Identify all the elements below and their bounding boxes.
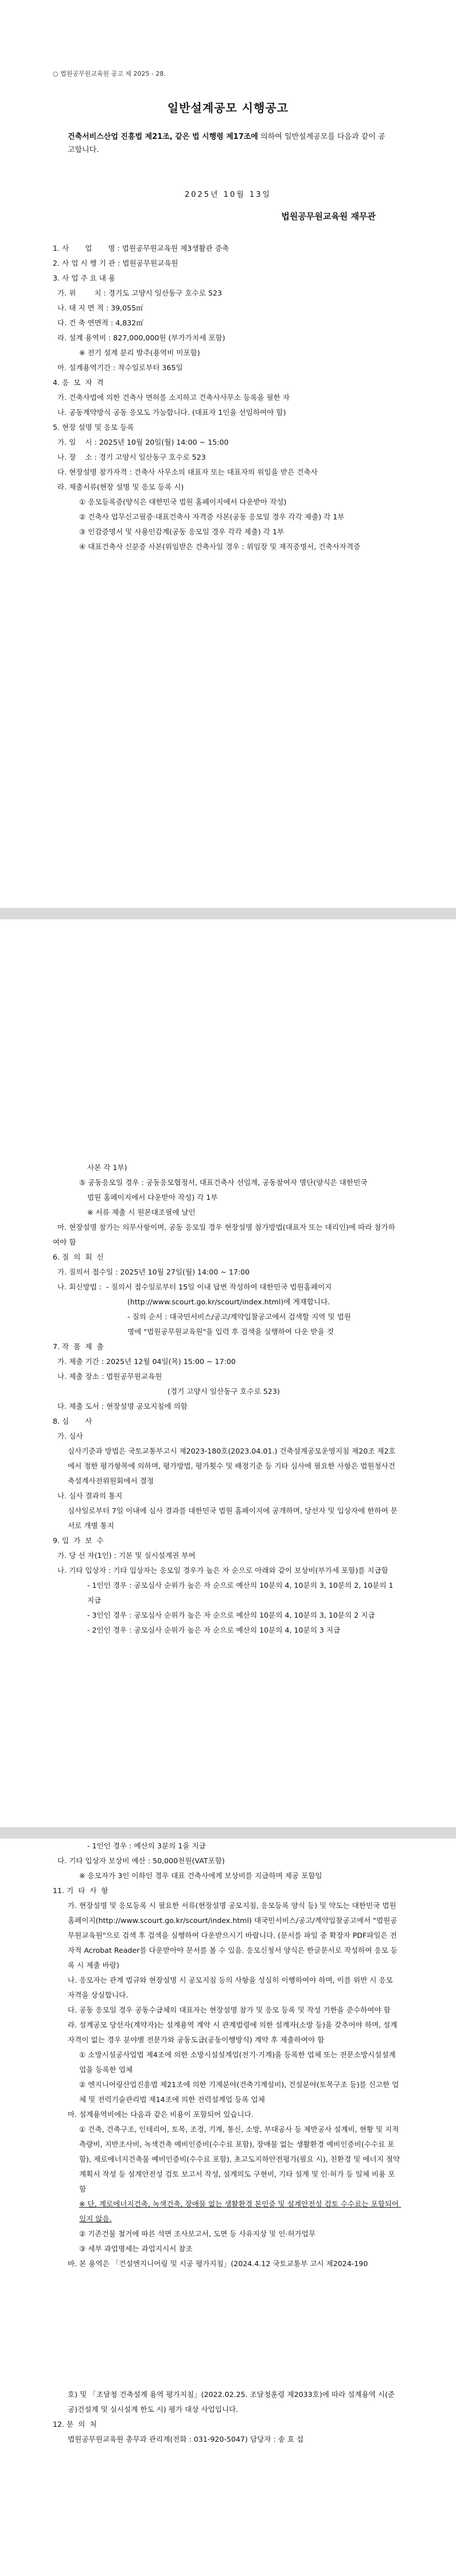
document-line: 마. 설계용역비에는 다음과 같은 비용이 포함되어 있습니다. [68, 2110, 254, 2119]
document-line: ※ 단, 계로에너지건축, 녹색건축, 장애물 없는 생활환경 본인증 및 설계안전성 검토 수수료는 포함되어 있지 않음. [79, 2200, 402, 2223]
document-line: (http://www.scourt.go.kr/scourt/index.html)에 게재합니다. [127, 1297, 330, 1306]
page-3-body [53, 1839, 402, 2271]
document-line: 가. 현장설명 및 응모등록 시 필요한 서류(현장설명 공모지침, 응모등록 양식 등) 및 약도는 대한민국 법원 홈페이지(http://www.scourt.go.kr/scourt/index.html) 대국민서비스/공고/계약입찰공고에서 "법원공무원교육원"으로 검색 후 검색을 실행하여 다운받으시기 바랍니다. (문서를 파일 중 확장자 PDF파일은 전자적 Acrobat Reader를 다운받아야 문서를 볼 수 있음. 응모신청서 양식은 한글문서로 작성하여 응모 등록 시 제출 바람) [68, 1901, 399, 1969]
document-line: - 질의 순서 : 대국민서비스/공고/계약입찰공고에서 검색할 지역 및 법원 [127, 1312, 351, 1321]
document-line: - 3인인 경우 : 공모심사 순위가 높은 자 순으로 예산의 10분의 4, 10분의 3, 10분의 2 지급 [87, 1611, 375, 1619]
page-1-body [53, 331, 402, 554]
document-line: 명에 "법원공무원교육원"을 입력 후 검색을 실행하여 다운 받을 것 [127, 1327, 334, 1336]
intro-paragraph [68, 130, 388, 157]
page-1 [0, 0, 456, 908]
document-line: 9. 입 가 보 수 [53, 1536, 104, 1545]
document-line: ① 응모등록증(양식은 대한민국 법원 홈페이지에서 다운받아 작성) [79, 498, 287, 506]
line: 3. 사 업 주 요 내 용 [53, 274, 116, 282]
document-line: ⑤ 공동응모일 경우 : 공동응모협정서, 대표건축사 선임계, 공동참여자 명단(양식은 대한민국 [79, 1178, 368, 1187]
document-line: 나. 제출 장소 : 법원공무원교육원 [53, 1372, 162, 1381]
document-line: 바. 본 용역은 「건설엔지니어링 및 시공 평가지침」(2024.4.12 국토교통부 고시 제2024-190 [68, 2259, 368, 2268]
page-2-body [53, 1160, 402, 1638]
document-line: 가. 일 시 : 2025년 10월 20일(월) 14:00 ~ 15:00 [53, 438, 229, 446]
document-line: 5. 현장 설명 및 응모 등록 [53, 423, 134, 432]
line: 2. 사 업 시 행 기 관 : 법원공무원교육원 [53, 259, 178, 267]
document-line: 가. 심사 [53, 1432, 83, 1440]
document-line: ※ 전기 설계 분리 발주(용역비 미포함) [79, 348, 200, 357]
document-line: 나. 장 소 : 경기 고양시 일산동구 호수로 523 [53, 453, 206, 461]
document-line: 가. 건축사법에 의한 건축사 면허를 소지하고 건축사사무소 등록을 필한 자 [53, 393, 290, 402]
document-line: 법원공무원교육원 총무과 관리계(전화 : 031-920-5047) 담당자 : 송 효 섭 [68, 2435, 304, 2443]
line: 나. 대 지 면 적 : 39,055㎡ [53, 304, 143, 312]
document-line: 나. 기타 입상자 : 기타 입상자는 응모일 경우가 높은 자 순으로 아래와 같이 보상비(부가세 포함)를 지급함 [53, 1566, 388, 1575]
document-line: 나. 공동계약방식 공동 응모도 가능합니다. (대표자 1인을 선임하여야 함) [53, 408, 286, 417]
document-line: ① 소방시설공사업법 제4조에 의한 소방시설설계업(전기·기계)을 등록한 업체 또는 전문소방시설설계업을 등록한 업체 [79, 2050, 396, 2074]
intro-legal-basis: 건축서비스산업 진흥법 제21조, 같은 법 시행령 제17조에 [68, 133, 258, 141]
document-line: 마. 현장설명 참가는 의무사항이며, 공동 응모일 경우 현장설명 참가방법(대표자 또는 대리인)에 따라 참가하여야 함 [53, 1223, 396, 1246]
document-line: 8. 심 사 [53, 1417, 92, 1425]
document-line: ※ 서류 제출 시 원본대조필에 날인 [87, 1208, 196, 1217]
document-line: 라. 설계 용역비 : 827,000,000원 (부가가치세 포함) [53, 333, 225, 342]
page-2 [0, 919, 456, 1827]
document-title: 일반설계공모 시행공고 [167, 101, 289, 115]
document-line: 11. 기 타 사 항 [53, 1886, 108, 1895]
document-line: ③ 세부 과업명세는 과업지시서 참조 [79, 2244, 193, 2253]
document-line: 가. 당 선 자(1인) : 기본 및 실시설계권 부여 [53, 1551, 196, 1560]
document-line: 법원 홈페이지에서 다운받아 작성) 각 1부 [87, 1193, 218, 1202]
document-line: (경기 고양시 일산동구 호수로 523) [167, 1387, 280, 1396]
document-line: ② 기존건물 철거에 따른 석면 조사보고서, 도면 등 사유지상 및 인·허가업무 [79, 2229, 316, 2238]
document-line: 다. 공동 응모일 경우 공동수급체의 대표자는 현장설명 참가 및 응모 등록 및 작성 기한을 준수하여야 함 [68, 2006, 391, 2014]
document-line: - 1인인 경우 : 예산의 3분의 1을 지급 [87, 1841, 206, 1850]
intro-text: 의하여 일반설계공모를 다음과 같이 공고합니다. [68, 133, 385, 154]
document-line: ② 엔지니어링산업진흥법 제21조에 의한 기계분야(건축기계설비), 건설분야(토목구조 등)를 신고한 업체 및 전력기술관리법 제14조에 의한 전력설계업 등록 업체 [79, 2080, 399, 2104]
document-line: 다. 기타 입상자 보상비 예산 : 50,000천원(VAT포함) [53, 1856, 225, 1865]
document-line: 라. 제출서류(현장 설명 및 응모 등록 시) [53, 483, 184, 491]
section-list-top [53, 241, 402, 331]
document-line: 가. 제출 기간 : 2025년 12월 04일(목) 15:00 ~ 17:00 [53, 1357, 236, 1366]
document-line: - 2인인 경우 : 공모심사 순위가 높은 자 순으로 예산의 10분의 4, 10분의 3 지급 [87, 1626, 341, 1634]
document-line: 나. 심사 결과의 통지 [53, 1491, 123, 1500]
announcement-date: 2025년 10월 13일 [184, 191, 272, 199]
line: 다. 건 축 연면적 : 4,832㎡ [53, 318, 143, 327]
document-line: 6. 질 의 회 신 [53, 1253, 104, 1261]
document-line: ② 건축사 업무신고필증·대표건축사 자격증 사본(공동 응모일 경우 각각 제출) 각 1부 [79, 512, 345, 521]
document-line: 라. 설계공모 당선자(계약자)는 설계용역 계약 시 관계법령에 의한 설계자(소방 등)을 갖추어야 하며, 설계자격이 없는 경우 분야별 전문가와 공동도급(공동이행방식) 계약 후 제출하여야 함 [68, 2021, 397, 2044]
document-line: ① 건축, 건축구조, 인테리어, 토목, 조경, 기계, 통신, 소방, 부대공사 등 제반공사 설계비, 현황 및 지적 측량비, 지반조사비, 녹색건축 예비인증비(수수료 포함), 장애물 없는 생활환경 예비인증비(수수료 포함), 제로에너지건축물 예비인증비(수수료 포함), 초고도지하안전평가(필요 시), 친환경 및 에너지 절약계획서 작성 등 설계안전성 검토 보고서 작성, 설계의도 구현비, 기타 설계 및 인·허가 등 일체 비용 포함 [79, 2125, 402, 2193]
document-line: 나. 응모자는 관계 법규와 현장설명 시 공모지침 등의 사항을 성실히 이행하여야 하며, 이를 위반 시 응모 자격을 상실합니다. [68, 1976, 395, 1999]
line: 1. 사 업 명 : 법원공무원교육원 제3생활관 증축 [53, 244, 229, 252]
document-line: 다. 제출 도서 : 현장설명 공모지침에 의함 [53, 1402, 188, 1411]
issuing-organization: 법원공무원교육원 재무관 [281, 211, 376, 222]
document-line: 마. 설계용역기간 : 착수일로부터 365일 [53, 363, 183, 372]
document-line: 나. 회신방법 : - 질의서 접수일로부터 15일 이내 답변 작성하여 대한민국 법원홈페이지 [53, 1283, 332, 1291]
document-line: 사본 각 1부) [87, 1163, 127, 1172]
document-line: ※ 응모자가 3인 이하인 경우 대표 건축사에게 보상비를 지급하며 제공 포함임 [79, 1871, 322, 1880]
page-4-body [53, 2387, 402, 2447]
document-line: 12. 문 의 처 [53, 2420, 97, 2429]
document-line: - 1인인 경우 : 공모심사 순위가 높은 자 순으로 예산의 10분의 4, 10분의 3, 10분의 2, 10분의 1 지급 [87, 1581, 396, 1604]
document-line: 가. 질의서 접수일 : 2025년 10월 27일(월) 14:00 ~ 17:00 [53, 1268, 250, 1276]
document-line: 다. 현장설명 참가자격 : 건축사 사무소의 대표자 또는 대표자의 위임을 받은 건축사 [53, 468, 318, 476]
document-line: ③ 인감증명서 및 사용인감계(공동 응모일 경우 각각 제출) 각 1부 [79, 527, 284, 536]
document-line: ④ 대표건축사 신분증 사본(위임받은 건축사일 경우 : 위임장 및 재직증명서, 건축사자격증 [79, 542, 361, 551]
document-line: 4. 응 모 자 격 [53, 378, 104, 387]
document-line: 심사일로부터 7일 이내에 심사 결과를 대한민국 법원 홈페이지에 공개하며, 당선자 및 입상자에 한하여 문서로 개별 통지 [68, 1506, 398, 1530]
document-line: 7. 작 품 제 출 [53, 1342, 104, 1351]
page-4 [0, 2353, 456, 2576]
announcement-number: ○ 법원공무원교육원 공고 제 2025 - 28. [53, 70, 166, 77]
document-line: 호) 및 「조달청 건축설계 용역 평가지침」(2022.02.25. 조달청훈령 제2033호)에 따라 설계용역 시(준공)건설계 및 실시설계 한도 시) 평가 대상 사업입니다. [68, 2390, 395, 2414]
document-line: 심사기준과 방법은 국토교통부고시 제2023-180호(2023.04.01.) 건축설계공모운영지침 제20조 제2호에서 정한 평가항목에 의하며, 평가방법, 평가횟수 및 배점기준 등 기타 심사에 필요한 사항은 법원청사건축설계사전위원회에서 결정 [68, 1447, 396, 1485]
line: 가. 위 치 : 경기도 고양시 일산동구 호수로 523 [53, 289, 222, 297]
